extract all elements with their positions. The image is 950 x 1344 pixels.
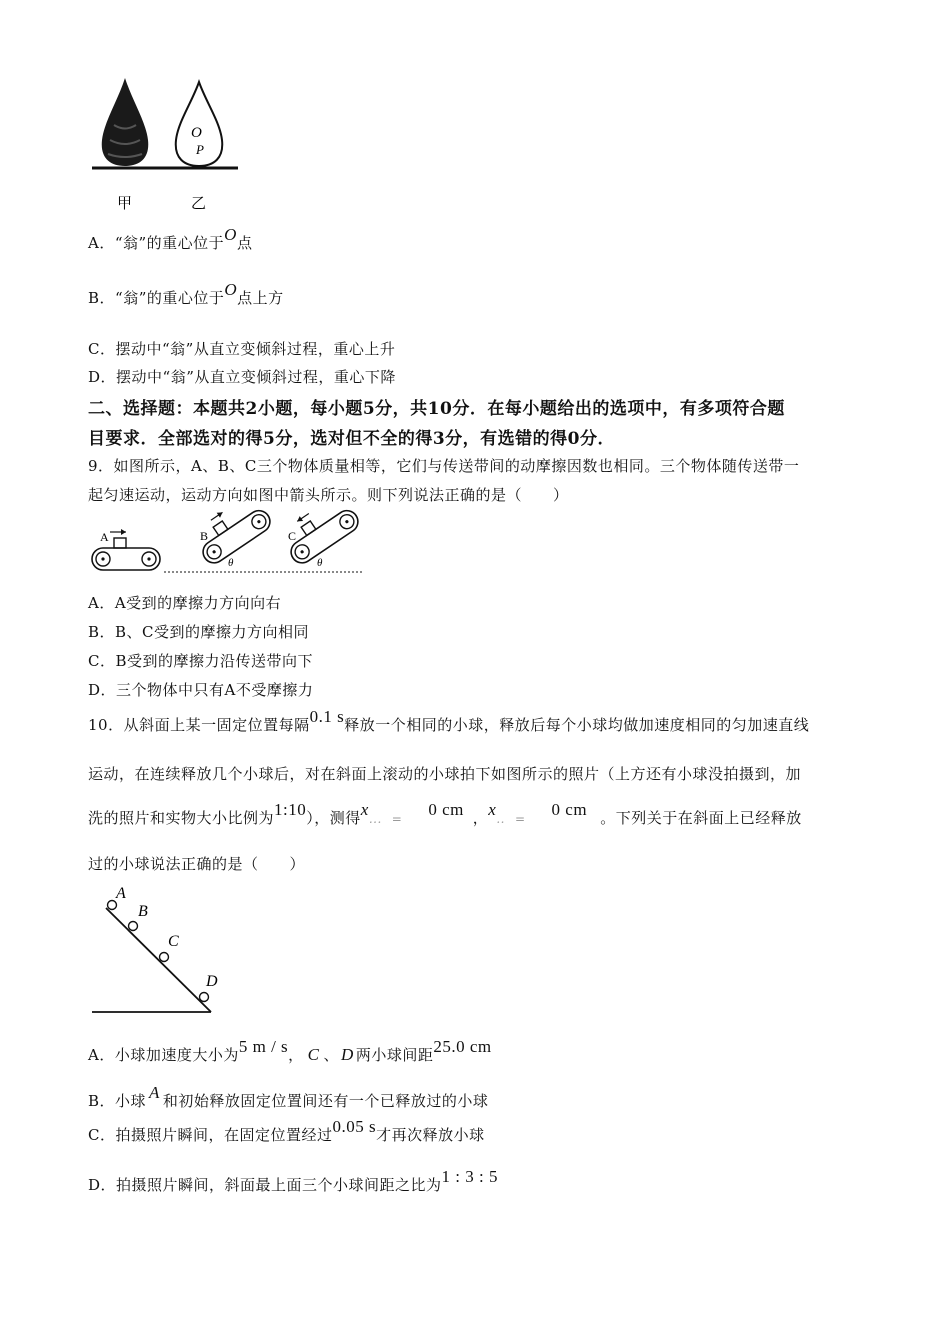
label-jia: 甲 xyxy=(117,196,133,212)
q10-stem-line4: 过的小球说法正确的是（ ） xyxy=(88,855,306,873)
point-O-label: O xyxy=(191,125,202,141)
q8-option-b: B．“翁”的重心位于O点上方 xyxy=(88,280,284,307)
q10-option-a: A．小球加速度大小为5 m / s， C 、 D 两小球间距25.0 cm xyxy=(88,1037,492,1064)
q9-option-d: D．三个物体中只有A不受摩擦力 xyxy=(88,681,314,699)
q10-stem-line3: 洗的照片和实物大小比例为1:10），测得x... = 0 cm ，x.. = 0 cm 。下列关于在斜面上已经释放 xyxy=(88,800,802,827)
q10-stem-line2: 运动，在连续释放几个小球后，对在斜面上滚动的小球拍下如图所示的照片（上方还有小球没拍摄到，加 xyxy=(88,765,802,783)
ball-b xyxy=(129,922,138,931)
incline-balls-figure xyxy=(88,880,228,1020)
ball-c-label: C xyxy=(168,933,179,950)
label-yi: 乙 xyxy=(191,196,207,212)
section2-header-line1: 二、选择题：本题共2小题，每小题5分，共10分．在每小题给出的选项中，有多项符合题 xyxy=(88,399,785,419)
q9-option-c: C．B受到的摩擦力沿传送带向下 xyxy=(88,652,314,670)
q10-option-d: D．拍摄照片瞬间，斜面最上面三个小球间距之比为1 : 3 : 5 xyxy=(88,1167,498,1194)
label-c: C xyxy=(288,529,297,543)
ball-c xyxy=(160,953,169,962)
x1-measure: x... = 0 cm xyxy=(360,800,464,826)
block-b xyxy=(213,521,228,535)
q8-option-d: D．摆动中“翁”从直立变倾斜过程，重心下降 xyxy=(88,368,396,386)
q10-option-c: C．拍摄照片瞬间，在固定位置经过0.05 s才再次释放小球 xyxy=(88,1117,485,1144)
block-c xyxy=(301,521,316,535)
ball-d-label: D xyxy=(206,973,218,990)
q9-option-b: B．B、C受到的摩擦力方向相同 xyxy=(88,623,310,641)
tumbler-figure xyxy=(88,70,248,215)
point-P-label: P xyxy=(196,142,204,157)
label-theta-b: θ xyxy=(228,557,234,569)
q8-option-a: A．“翁”的重心位于O点 xyxy=(88,225,253,252)
block-a xyxy=(114,538,126,548)
label-theta-c: θ xyxy=(317,557,323,569)
section2-header-line2: 目要求．全部选对的得5分，选对但不全的得3分，有选错的得0分． xyxy=(88,429,615,449)
label-a: A xyxy=(100,530,109,544)
q9-stem-line1: 9．如图所示，A、B、C三个物体质量相等，它们与传送带间的动摩擦因数也相同。三个物体随传送带一 xyxy=(88,457,800,475)
q10-stem-line1: 10．从斜面上某一固定位置每隔0.1 s释放一个相同的小球，释放后每个小球均做加速度相同的匀加速直线 xyxy=(88,707,810,734)
q9-option-a: A．A受到的摩擦力方向向右 xyxy=(88,594,282,612)
label-b: B xyxy=(200,529,209,543)
q9-stem-line2: 起匀速运动，运动方向如图中箭头所示。则下列说法正确的是（ ） xyxy=(88,486,569,504)
conveyor-figure xyxy=(88,510,368,580)
q8-option-c: C．摆动中“翁”从直立变倾斜过程，重心上升 xyxy=(88,340,396,358)
tumbler-jia-shape xyxy=(102,78,149,166)
x2-measure: x.. = 0 cm xyxy=(488,800,588,826)
ball-b-label: B xyxy=(138,903,148,920)
ball-a-label: A xyxy=(116,885,126,902)
incline-line xyxy=(106,908,211,1012)
q10-option-b: B．小球 A 和初始释放固定位置间还有一个已释放过的小球 xyxy=(88,1083,489,1110)
ball-d xyxy=(200,993,209,1002)
